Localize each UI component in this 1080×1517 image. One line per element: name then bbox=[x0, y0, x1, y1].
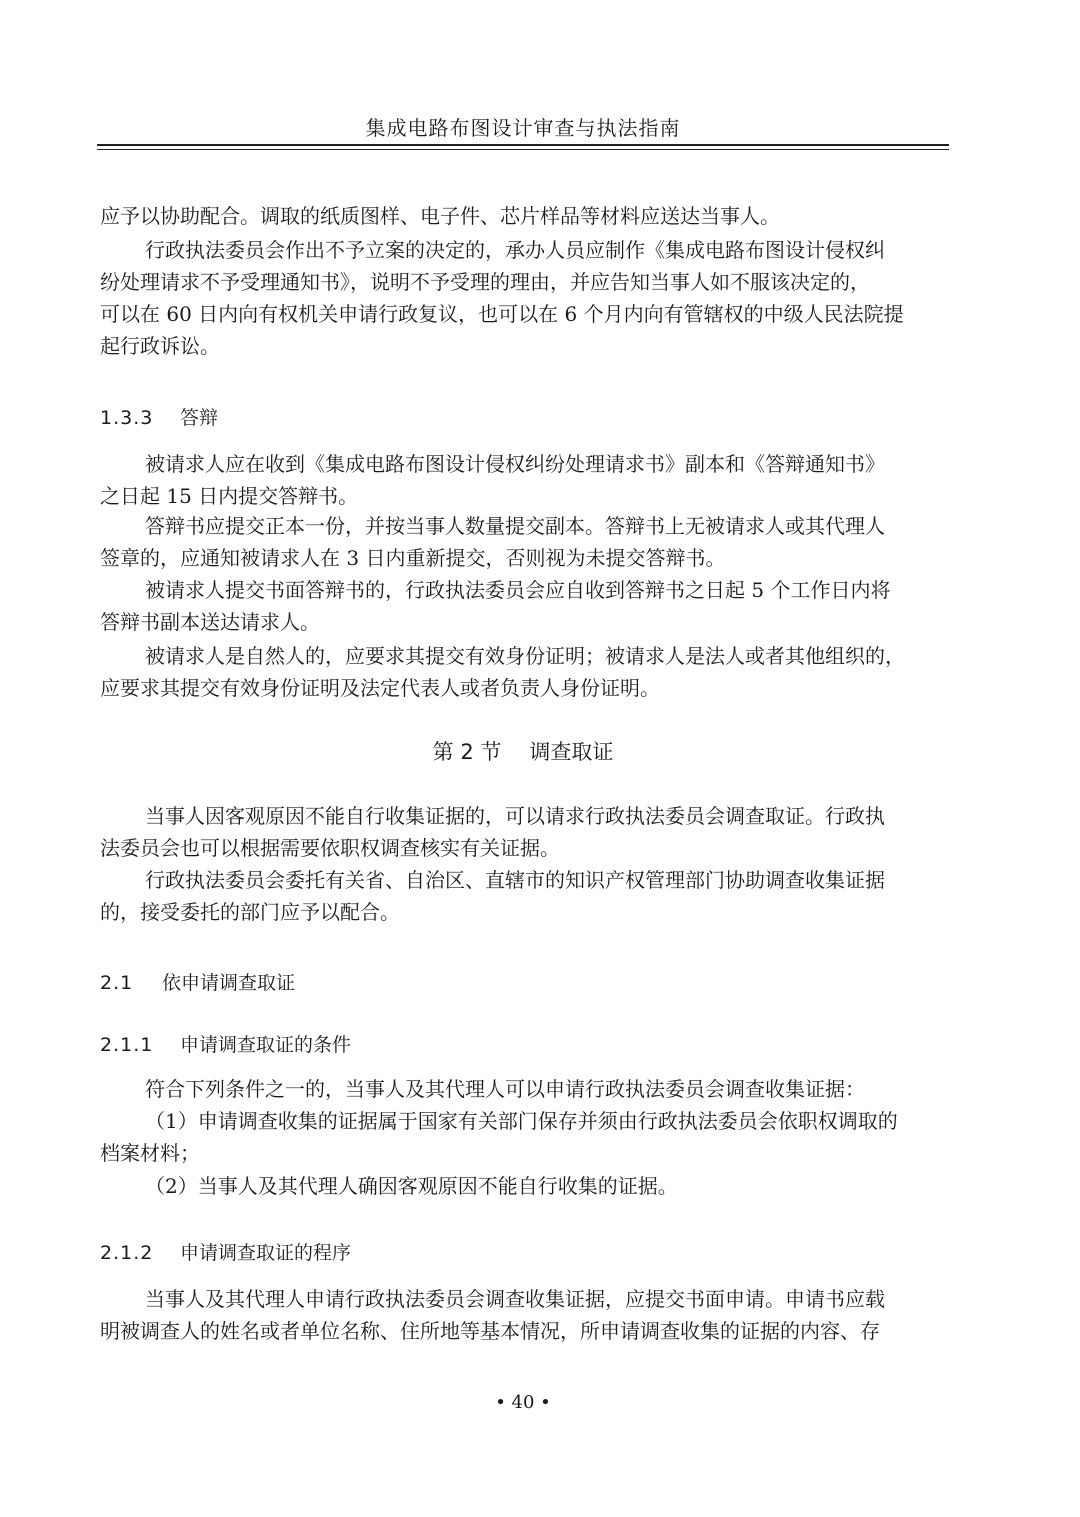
paragraph bbox=[100, 234, 944, 362]
section-title: 调查取证 bbox=[529, 740, 614, 764]
text-line: 起行政诉讼。 bbox=[100, 334, 220, 358]
running-header: 集成电路布图设计审查与执法指南 bbox=[365, 116, 681, 140]
section-heading-2 bbox=[97, 736, 949, 766]
text-line: （1）申请调查收集的证据属于国家有关部门保存并须由行政执法委员会依职权调取的 bbox=[145, 1109, 898, 1133]
section-number: 第 2 节 bbox=[432, 740, 502, 764]
text-line: 的，接受委托的部门应予以配合。 bbox=[100, 900, 400, 924]
text-line: 纷处理请求不予受理通知书》，说明不予受理的理由，并应告知当事人如不服该决定的， bbox=[100, 270, 870, 294]
paragraph bbox=[100, 574, 944, 638]
text-line: 之日起 15 日内提交答辩书。 bbox=[100, 484, 359, 508]
paragraph bbox=[100, 200, 944, 232]
paragraph bbox=[100, 1283, 944, 1347]
paragraph bbox=[100, 640, 944, 704]
heading-number: 1.3.3 bbox=[100, 407, 154, 429]
subsection-heading-2-1-2 bbox=[100, 1238, 351, 1265]
text-line: 被请求人应在收到《集成电路布图设计侵权纠纷处理请求书》副本和《答辩通知书》 bbox=[145, 452, 885, 476]
list-item bbox=[100, 1170, 944, 1202]
text-line: 可以在 60 日内向有权机关申请行政复议，也可以在 6 个月内向有管辖权的中级人民法院提 bbox=[100, 302, 904, 326]
text-line: 被请求人是自然人的，应要求其提交有效身份证明；被请求人是法人或者其他组织的， bbox=[145, 644, 905, 668]
header-rule-thick bbox=[97, 144, 949, 146]
list-item bbox=[100, 1105, 944, 1169]
text-line: 法委员会也可以根据需要依职权调查核实有关证据。 bbox=[100, 836, 560, 860]
paragraph bbox=[100, 1073, 944, 1105]
heading-number: 2.1.1 bbox=[100, 1034, 154, 1056]
text-line: 符合下列条件之一的，当事人及其代理人可以申请行政执法委员会调查收集证据： bbox=[145, 1077, 865, 1101]
text-line: 当事人因客观原因不能自行收集证据的，可以请求行政执法委员会调查取证。行政执 bbox=[145, 804, 885, 828]
heading-title: 依申请调查取证 bbox=[162, 972, 296, 994]
paragraph bbox=[100, 448, 944, 512]
text-line: 行政执法委员会作出不予立案的决定的，承办人员应制作《集成电路布图设计侵权纠 bbox=[145, 238, 885, 262]
text-line: 应要求其提交有效身份证明及法定代表人或者负责人身份证明。 bbox=[100, 676, 660, 700]
heading-title: 答辩 bbox=[180, 407, 219, 429]
heading-title: 申请调查取证的程序 bbox=[180, 1242, 352, 1264]
paragraph bbox=[100, 800, 944, 864]
paragraph bbox=[100, 510, 944, 574]
paragraph bbox=[100, 864, 944, 928]
text-line: 应予以协助配合。调取的纸质图样、电子件、芯片样品等材料应送达当事人。 bbox=[100, 204, 780, 228]
heading-title: 申请调查取证的条件 bbox=[180, 1034, 352, 1056]
subsection-heading-2-1-1 bbox=[100, 1030, 351, 1057]
text-line: 被请求人提交书面答辩书的，行政执法委员会应自收到答辩书之日起 5 个工作日内将 bbox=[145, 578, 891, 602]
text-line: 明被调查人的姓名或者单位名称、住所地等基本情况，所申请调查收集的证据的内容、存 bbox=[100, 1319, 880, 1343]
heading-number: 2.1 bbox=[100, 972, 134, 994]
text-line: 行政执法委员会委托有关省、自治区、直辖市的知识产权管理部门协助调查收集证据 bbox=[145, 868, 885, 892]
text-line: 档案材料； bbox=[100, 1141, 200, 1165]
text-line: 答辩书应提交正本一份，并按当事人数量提交副本。答辩书上无被请求人或其代理人 bbox=[145, 514, 885, 538]
header-rule-thin bbox=[97, 149, 949, 150]
text-line: 答辩书副本送达请求人。 bbox=[100, 610, 320, 634]
heading-number: 2.1.2 bbox=[100, 1242, 154, 1264]
page-number: • 40 • bbox=[495, 1392, 551, 1413]
subsection-heading-2-1 bbox=[100, 968, 295, 995]
text-line: 签章的，应通知被请求人在 3 日内重新提交，否则视为未提交答辩书。 bbox=[100, 546, 726, 570]
text-line: （2）当事人及其代理人确因客观原因不能自行收集的证据。 bbox=[145, 1174, 678, 1198]
text-line: 当事人及其代理人申请行政执法委员会调查收集证据，应提交书面申请。申请书应载 bbox=[145, 1287, 885, 1311]
subsection-heading-1-3-3 bbox=[100, 403, 218, 430]
